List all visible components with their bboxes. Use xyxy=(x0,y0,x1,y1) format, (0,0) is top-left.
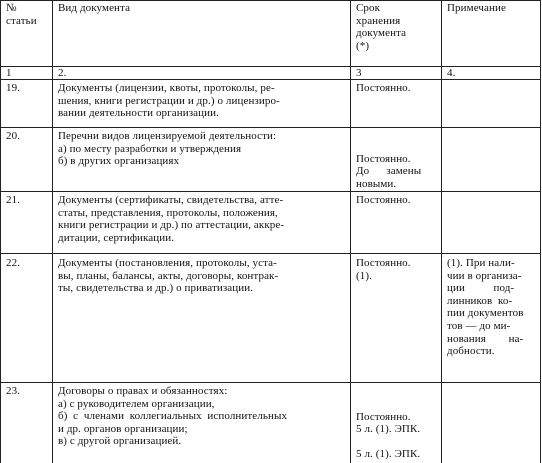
column-divider xyxy=(350,0,351,463)
row-retention-term: Постоянно. xyxy=(356,194,411,206)
row-number: 23. xyxy=(6,385,21,397)
column-number: 2. xyxy=(58,67,67,79)
row-retention-term: Постоянно. До замены новыми. xyxy=(356,152,422,190)
row-divider xyxy=(0,253,541,254)
column-number: 1 xyxy=(6,67,12,79)
row-divider xyxy=(0,79,541,80)
table-border-right xyxy=(540,0,541,463)
row-note: (1). При нали- чии в организа- ции под- линников ко- пии документов тов — до ми- нования на- добности. xyxy=(447,257,524,358)
row-document-type: Перечни видов лицензируемой деятельности: а) по месту разработки и утверждения б) в других организациях xyxy=(58,130,277,168)
row-divider xyxy=(0,191,541,192)
column-number: 4. xyxy=(447,67,456,79)
row-retention-term: Постоянно. xyxy=(356,82,411,94)
table-border-left xyxy=(0,0,1,463)
row-document-type: Документы (постановления, протоколы, уста- вы, планы, балансы, акты, договоры, контрак- ты, свидетельства и др.) о приватизации. xyxy=(58,257,279,295)
row-document-type: Договоры о правах и обязанностях: а) с руководителем организации, б) с членами коллегиальных исполнительных и др. органов организации; в) с другой организацией. xyxy=(58,385,288,448)
row-divider xyxy=(0,127,541,128)
row-retention-term: Постоянно. (1). xyxy=(356,257,411,282)
row-number: 19. xyxy=(6,82,21,94)
row-number: 22. xyxy=(6,257,21,269)
row-divider xyxy=(0,382,541,383)
row-divider xyxy=(0,66,541,67)
header-document-type: Вид документа xyxy=(58,2,131,14)
column-divider xyxy=(52,0,53,463)
row-divider xyxy=(0,0,541,1)
row-retention-term: Постоянно. 5 л. (1). ЭПК. 5 л. (1). ЭПК. xyxy=(356,410,421,461)
row-document-type: Документы (лицензии, квоты, протоколы, ре- шения, книги регистрации и др.) о лицензиро- вании деятельности организации. xyxy=(58,82,280,120)
column-divider xyxy=(441,0,442,463)
row-number: 20. xyxy=(6,130,21,142)
header-retention-term: Срок хранения документа (*) xyxy=(356,2,407,52)
row-document-type: Документы (сертификаты, свидетельства, атте- статы, представления, протоколы, положения, книги регистрации и др.) по аттестации, аккре- дитации, сертификации. xyxy=(58,194,285,244)
header-number: № статьи xyxy=(6,2,37,27)
row-number: 21. xyxy=(6,194,21,206)
header-note: Примечание xyxy=(447,2,506,14)
column-number: 3 xyxy=(356,67,362,79)
